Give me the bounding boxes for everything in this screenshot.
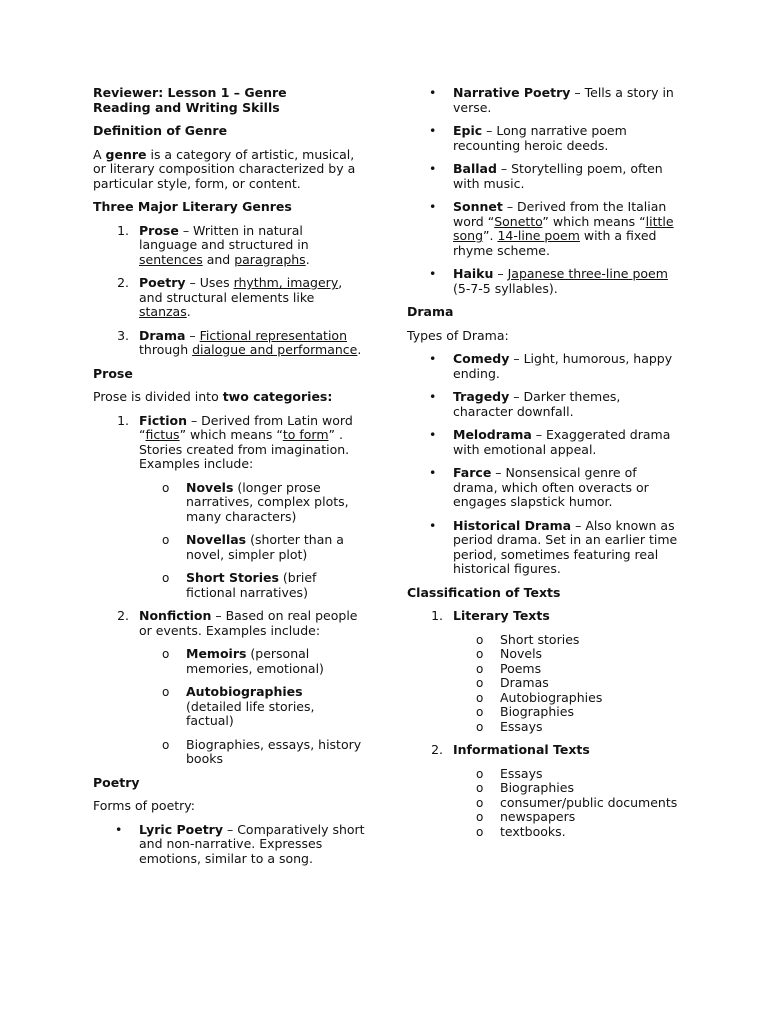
list-item: • Melodrama – Exaggerated drama with emotional appeal. [429,427,671,457]
prose-intro: Prose is divided into two categories: [93,389,333,404]
list-item: 2. Nonfiction – Based on real people or events. Examples include: [117,608,358,638]
list-item: • Lyric Poetry – Comparatively short and non-narrative. Expresses emotions, similar to a song. [115,821,365,866]
sub-list-item: o Biographies [476,780,574,795]
list-item: 1. Fiction – Derived from Latin word “fictus” which means “to form” . Stories created from imagination. Examples include: [117,412,353,471]
drama-intro: Types of Drama: [407,327,509,343]
definition-heading: Definition of Genre [93,123,228,138]
sub-list-item: o Biographies [476,704,574,719]
list-item: • Sonnet – Derived from the Italian word “Sonetto” which means “little song”. 14-line poem with a fixed rhyme scheme. [429,199,674,258]
list-item: • Ballad – Storytelling poem, often with music. [429,161,663,191]
sub-list-item: o Poems [476,660,542,676]
list-item: • Farce – Nonsensical genre of drama, which often overacts or engages slapstick humor. [429,465,649,509]
list-item: • Haiku – Japanese three-line poem (5-7-5 syllables). [429,266,668,296]
list-item: 2. Poetry – Uses rhythm, imagery, and structural elements like stanzas. [117,275,343,319]
list-item: • Tragedy – Darker themes, character downfall. [429,389,621,419]
poetry-heading: Poetry [93,774,140,790]
sub-list-item: o Essays [476,765,543,781]
list-item: 1. Literary Texts [431,608,550,623]
sub-list-item: o Novellas (shorter than a novel, simpler plot) [162,532,344,562]
genres-heading: Three Major Literary Genres [93,199,292,214]
document-title: Reviewer: Lesson 1 – Genre Reading and Writing Skills [93,85,287,115]
sub-list-item: o consumer/public documents [476,794,678,810]
sub-list-item: o Dramas [476,675,549,690]
sub-list-item: o Essays [476,718,543,734]
drama-heading: Drama [407,304,454,319]
poetry-intro: Forms of poetry: [93,798,196,813]
sub-list-item: o Novels [476,646,543,661]
right-column [407,86,679,839]
sub-list-item: o textbooks. [476,823,566,839]
sub-list-item: o newspapers [476,809,576,824]
list-item: 2. Informational Texts [431,742,590,757]
list-item: 3. Drama – Fictional representation through dialogue and performance. [117,327,362,357]
classification-heading: Classification of Texts [407,584,561,600]
list-item: • Narrative Poetry – Tells a story in verse. [429,85,674,115]
left-column [93,86,365,875]
sub-list-item: o Novels (longer prose narratives, complex plots, many characters) [162,479,349,524]
sub-list-item: o Short Stories (brief fictional narratives) [162,570,317,600]
sub-list-item: o Autobiographies [476,689,603,705]
list-item: • Historical Drama – Also known as period drama. Set in an earlier time period, sometimes featuring real historical figures. [429,517,678,576]
list-item: • Comedy – Light, humorous, happy ending. [429,351,673,381]
sub-list-item: o Biographies, essays, history books [162,736,362,766]
definition-paragraph: A genre is a category of artistic, musical, or literary composition characterized by a particular style, form, or content. [93,146,356,191]
list-item: 1. Prose – Written in natural language and structured in sentences and paragraphs. [117,222,310,267]
sub-list-item: o Short stories [476,631,580,647]
sub-list-item: o Memoirs (personal memories, emotional) [162,646,324,676]
prose-heading: Prose [93,365,133,381]
sub-list-item: o Autobiographies (detailed life stories, factual) [162,684,315,728]
list-item: • Epic – Long narrative poem recounting heroic deeds. [429,123,627,153]
